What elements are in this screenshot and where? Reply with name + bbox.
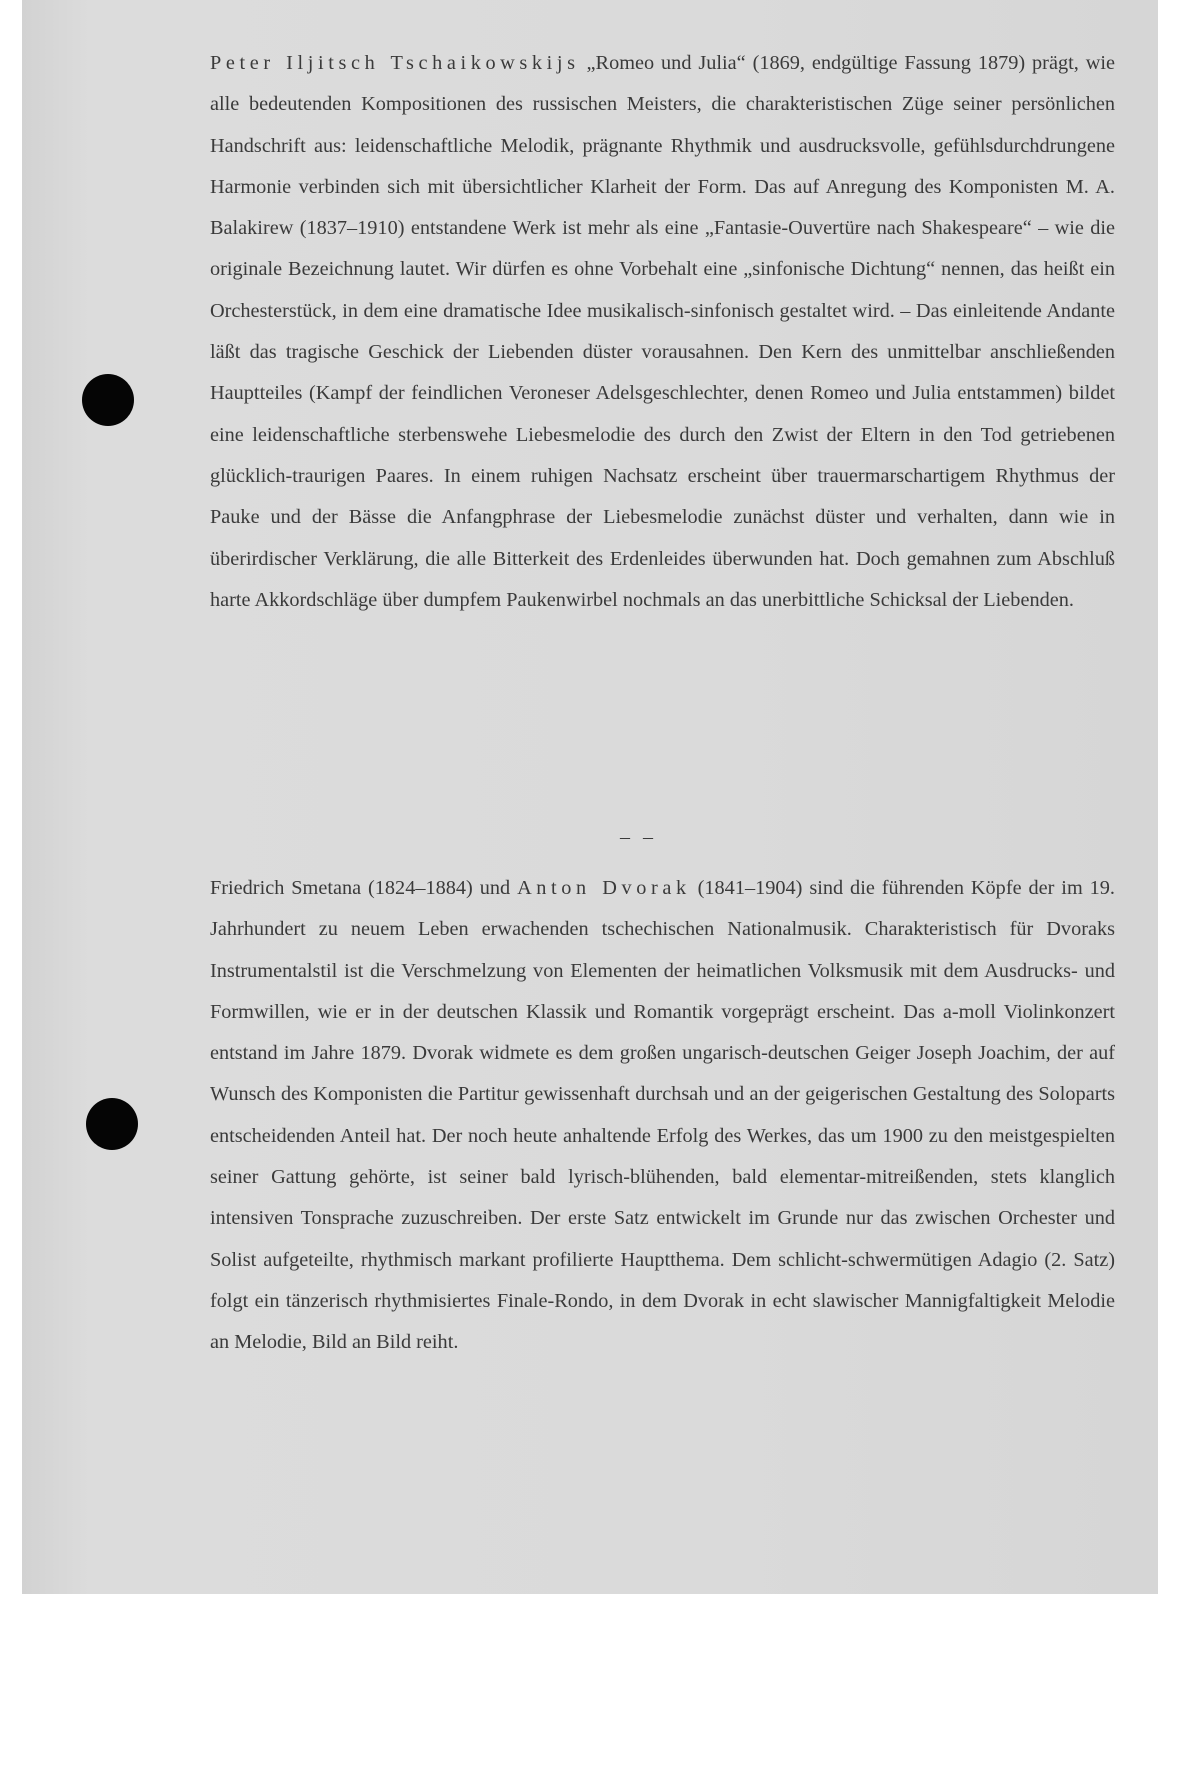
- composer-name-dvorak: Anton Dvorak: [517, 877, 691, 899]
- paragraph-dvorak: [210, 868, 1115, 1364]
- section-separator: – –: [620, 826, 657, 848]
- punch-hole-top: [82, 374, 134, 426]
- paragraph-tschaikowsky-text: „Romeo und Julia“ (1869, endgültige Fassung 1879) prägt, wie alle bedeutenden Kompositionen des russischen Meisters, die charakteristischen Züge seiner persönlichen Handschrift aus: leidenschaftliche Melodik, prägnante Rhythmik und ausdrucksvolle, gefühlsdurchdrungene Harmonie verbinden sich mit übersichtlicher Klarheit der Form. Das auf Anregung des Komponisten M. A. Balakirew (1837–1910) entstandene Werk ist mehr als eine „Fantasie-Ouvertüre nach Shakespeare“ – wie die originale Bezeichnung lautet. Wir dürfen es ohne Vorbehalt eine „sinfonische Dichtung“ nennen, das heißt ein Orchesterstück, in dem eine dramatische Idee musikalisch-sinfonisch gestaltet wird. – Das einleitende Andante läßt das tragische Geschick der Liebenden düster vorausahnen. Den Kern des unmittelbar anschließenden Hauptteiles (Kampf der feindlichen Veroneser Adelsgeschlechter, denen Romeo und Julia entstammen) bildet eine leidenschaftliche sterbenswehe Liebesmelodie des durch den Zwist der Eltern in den Tod getriebenen glücklich-traurigen Paares. In einem ruhigen Nachsatz erscheint über trauermarschartigem Rhythmus der Pauke und der Bässe die Anfangphrase der Liebesmelodie zunächst düster und verhalten, dann wie in überirdischer Verklärung, die alle Bitterkeit des Erdenleides überwunden hat. Doch gemahnen zum Abschluß harte Akkordschläge über dumpfem Paukenwirbel nochmals an das unerbittliche Schicksal der Liebenden.: [210, 52, 1115, 611]
- paragraph-dvorak-text: (1841–1904) sind die führenden Köpfe der im 19. Jahrhundert zu neuem Leben erwachenden tschechischen Nationalmusik. Charakteristisch für Dvoraks Instrumentalstil ist die Verschmelzung von Elementen der heimatlichen Volksmusik mit dem Ausdrucks- und Formwillen, wie er in der deutschen Klassik und Romantik vorgeprägt erscheint. Das a-moll Violinkonzert entstand im Jahre 1879. Dvorak widmete es dem großen ungarisch-deutschen Geiger Joseph Joachim, der auf Wunsch des Komponisten die Partitur gewissenhaft durchsah und an der geigerischen Gestaltung des Soloparts entscheidenden Anteil hat. Der noch heute anhaltende Erfolg des Werkes, das um 1900 zu den meistgespielten seiner Gattung gehörte, ist seiner bald lyrisch-blühenden, bald elementar-mitreißenden, stets klanglich intensiven Tonsprache zuzuschreiben. Der erste Satz entwickelt im Grunde nur das zwischen Orchester und Solist aufgeteilte, rhythmisch markant profilierte Hauptthema. Dem schlicht-schwermütigen Adagio (2. Satz) folgt ein tänzerisch rhythmisiertes Finale-Rondo, in dem Dvorak in echt slawischer Mannigfaltigkeit Melodie an Melodie, Bild an Bild reiht.: [210, 877, 1115, 1354]
- composer-name-tschaikowsky: Peter Iljitsch Tschaikowskijs: [210, 52, 580, 74]
- paragraph-tschaikowsky: [210, 43, 1115, 621]
- punch-hole-bottom: [86, 1098, 138, 1150]
- paragraph-dvorak-intro: Friedrich Smetana (1824–1884) und: [210, 877, 518, 899]
